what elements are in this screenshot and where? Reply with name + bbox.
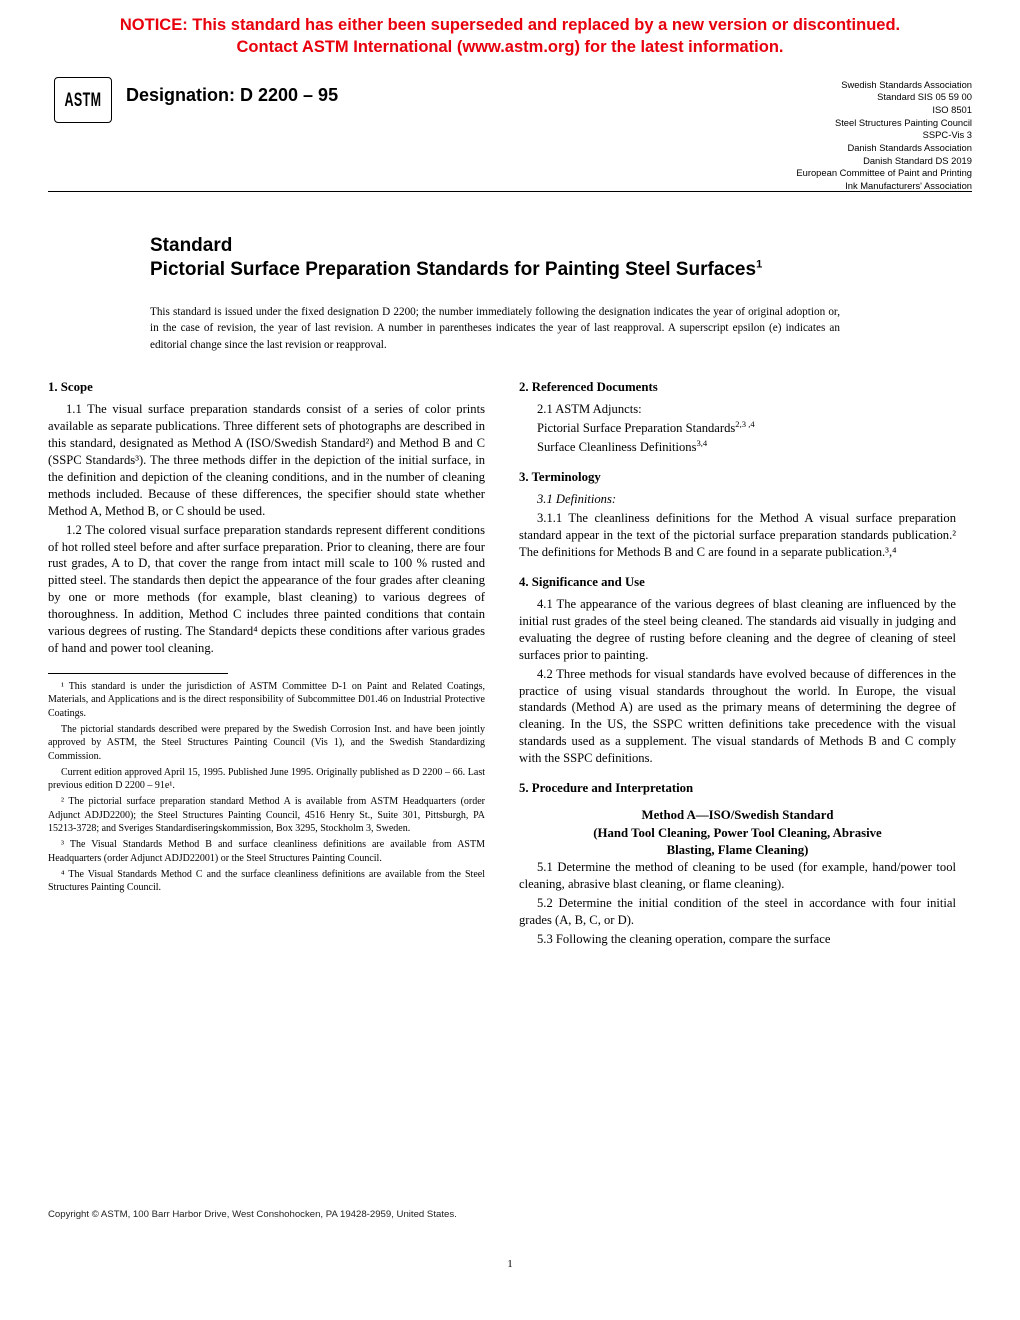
section-heading-referenced-documents: 2. Referenced Documents: [519, 379, 658, 394]
paragraph-5-3: 5.3 Following the cleaning operation, compare the surface: [537, 931, 831, 946]
paragraph-4-2: 4.2 Three methods for visual standards have evolved because of differences in the practice of using visual standards throughout the world. In Europe, the visual standards (Method A) are used as the primary means of determining the degree of cleaning. In the US, the SSPC written definitions take precedence with the visual standards used as a supplement. The visual standards of Methods B and C comply with the SSPC definitions.: [519, 666, 956, 766]
standard-label: Standard: [150, 234, 233, 256]
astm-logo: [54, 77, 112, 123]
section-heading-procedure-and-interpretation: 5. Procedure and Interpretation: [519, 781, 694, 796]
association-item: Danish Standards Association: [847, 141, 972, 153]
notice-line-1: NOTICE: This standard has either been superseded and replaced by a new version or discontinued.: [119, 16, 901, 34]
paragraph-3-1-1: 3.1.1 The cleanliness definitions for the Method A visual surface preparation standard appear in the text of the pictorial surface preparation standards publication.² The definitions for Methods B and C are found in a separate publication.³,⁴: [519, 510, 956, 559]
association-item: SSPC-Vis 3: [922, 129, 972, 141]
paragraph-3-1: 3.1 Definitions:: [537, 491, 617, 506]
association-item: Ink Manufacturers' Association: [845, 180, 972, 192]
paragraph-4-1: 4.1 The appearance of the various degrees of blast cleaning are influenced by the initial rust grades of the steel being cleaned. The standards aid visually in judging and evaluating the degree of rusting before cleaning and the degree of cleaning of steel surfaces prior to painting.: [519, 596, 956, 662]
paragraph-5-1: 5.1 Determine the method of cleaning to be used (for example, hand/power tool cleaning, abrasive blast cleaning, or flame cleaning).: [519, 860, 956, 892]
association-item: Swedish Standards Association: [841, 78, 972, 90]
association-item: Steel Structures Painting Council: [834, 116, 972, 128]
designation: Designation: D 2200 – 95: [126, 84, 339, 105]
adjunct-item-1: [519, 420, 956, 437]
notice-line-2: Contact ASTM International (www.astm.org) for the latest information.: [236, 38, 784, 57]
preamble-text: This standard is issued under the fixed designation D 2200; the number immediately following the designation indicates the year of original adoption or, in the case of revision, the year of last revision. A number in parentheses indicates the year of last reapproval. A superscript epsilon (e) indicates an editorial change since the last revision or reapproval.: [150, 306, 840, 351]
associations-list: [796, 79, 972, 193]
page-title: [150, 258, 840, 282]
section-heading-scope: 1. Scope: [48, 379, 93, 394]
right-column: [519, 379, 956, 948]
astm-logo-text: ASTM: [64, 88, 102, 111]
title-block: [150, 234, 972, 353]
footnotes: [48, 680, 485, 894]
method-a-heading: [519, 807, 956, 859]
superseded-notice: [0, 0, 1020, 59]
footnote-item: ² The pictorial surface preparation standard Method A is available from ASTM Headquarters (order Adjunct ADJD2200); the Steel Structures Painting Council, 4516 Henry St., Suite 301, Pittsburgh, PA 15213-3728; and Sveriges Standardiseringskommission, Box 3295, Stockholm 3, Sweden.: [48, 796, 485, 835]
adjunct-1-footnote-marker: 2,3 ,4: [735, 418, 755, 429]
title-footnote-marker: 1: [756, 258, 763, 271]
page-title-text: Pictorial Surface Preparation Standards for Painting Steel Surfaces: [150, 258, 757, 280]
adjunct-2-footnote-marker: 3,4: [696, 437, 708, 448]
paragraph-1-2: 1.2 The colored visual surface preparation standards represent different conditions of hot rolled steel before and after surface preparation. Prior to cleaning, there are four rust grades, A to D, that cover the range from intact mill scale to 100 % rusted and pitted steel. The standards then depict the appearance of the four grades after cleaning by one or more methods (for example, blast cleaning) to various degrees of thoroughness. In addition, Method C includes three painted conditions that contain various degrees of rusting. The Standard⁴ depicts these conditions after various grades of hand and power tool cleaning.: [48, 522, 485, 656]
adjunct-2-text: Surface Cleanliness Definitions: [537, 439, 697, 454]
association-item: Standard SIS 05 59 00: [877, 91, 972, 103]
footnote-item: The pictorial standards described were prepared by the Swedish Corrosion Inst. and have been jointly approved by ASTM, the Steel Structures Painting Council (Vis 1), and the Swedish Standardizing Commission.: [48, 723, 485, 762]
footnote-item: ³ The Visual Standards Method B and surface cleanliness definitions are available from ASTM Headquarters (order Adjunct ADJD22001) or the Steel Structures Painting Council.: [48, 839, 485, 864]
association-item: ISO 8501: [932, 103, 972, 115]
document-header: [48, 75, 972, 192]
method-a-heading-line-1: Method A—ISO/Swedish Standard: [641, 808, 834, 823]
left-column: [48, 379, 485, 948]
section-heading-significance-and-use: 4. Significance and Use: [519, 574, 645, 589]
association-item: European Committee of Paint and Printing: [796, 167, 972, 179]
section-heading-terminology: 3. Terminology: [519, 469, 601, 484]
method-a-heading-line-2: (Hand Tool Cleaning, Power Tool Cleaning, Abrasive: [593, 825, 882, 840]
paragraph-5-2: 5.2 Determine the initial condition of the steel in accordance with four initial grades (A, B, C, or D).: [519, 896, 956, 927]
method-a-heading-line-3: Blasting, Flame Cleaning): [666, 842, 809, 857]
footnote-divider: [48, 673, 228, 674]
adjunct-1-text: Pictorial Surface Preparation Standards: [537, 420, 736, 435]
page-number: 1: [507, 1258, 513, 1270]
footnote-item: ¹ This standard is under the jurisdiction of ASTM Committee D-1 on Paint and Related Coatings, Materials, and Applications and is the direct responsibility of Subcommittee D01.46 on Industrial Protective Coatings.: [48, 681, 485, 719]
footnote-item: ⁴ The Visual Standards Method C and the surface cleanliness definitions are available from the Steel Structures Painting Council.: [48, 868, 485, 894]
paragraph-1-1: 1.1 The visual surface preparation standards consist of a series of color prints available as separate publications. Three different sets of photographs are described in this standard, designated as Method A (ISO/Swedish Standard²) and Method B and C (SSPC Standards³). The three methods differ in the depiction of the initial surface, in the definition and depiction of the cleaning conditions, and in the number of cleaning methods included. Because of these differences, the specifier should state whether Method A, Method B, or C should be used.: [48, 402, 485, 518]
body-columns: [48, 379, 972, 948]
footnote-item: Current edition approved April 15, 1995. Published June 1995. Originally published as D 2200 – 66. Last previous edition D 2200 – 91e¹.: [48, 766, 485, 792]
paragraph-2-1: 2.1 ASTM Adjuncts:: [537, 402, 642, 416]
adjunct-item-2: [519, 439, 956, 456]
association-item: Danish Standard DS 2019: [863, 154, 972, 166]
copyright-notice: Copyright © ASTM, 100 Barr Harbor Drive, West Conshohocken, PA 19428-2959, United States.: [48, 1209, 457, 1220]
